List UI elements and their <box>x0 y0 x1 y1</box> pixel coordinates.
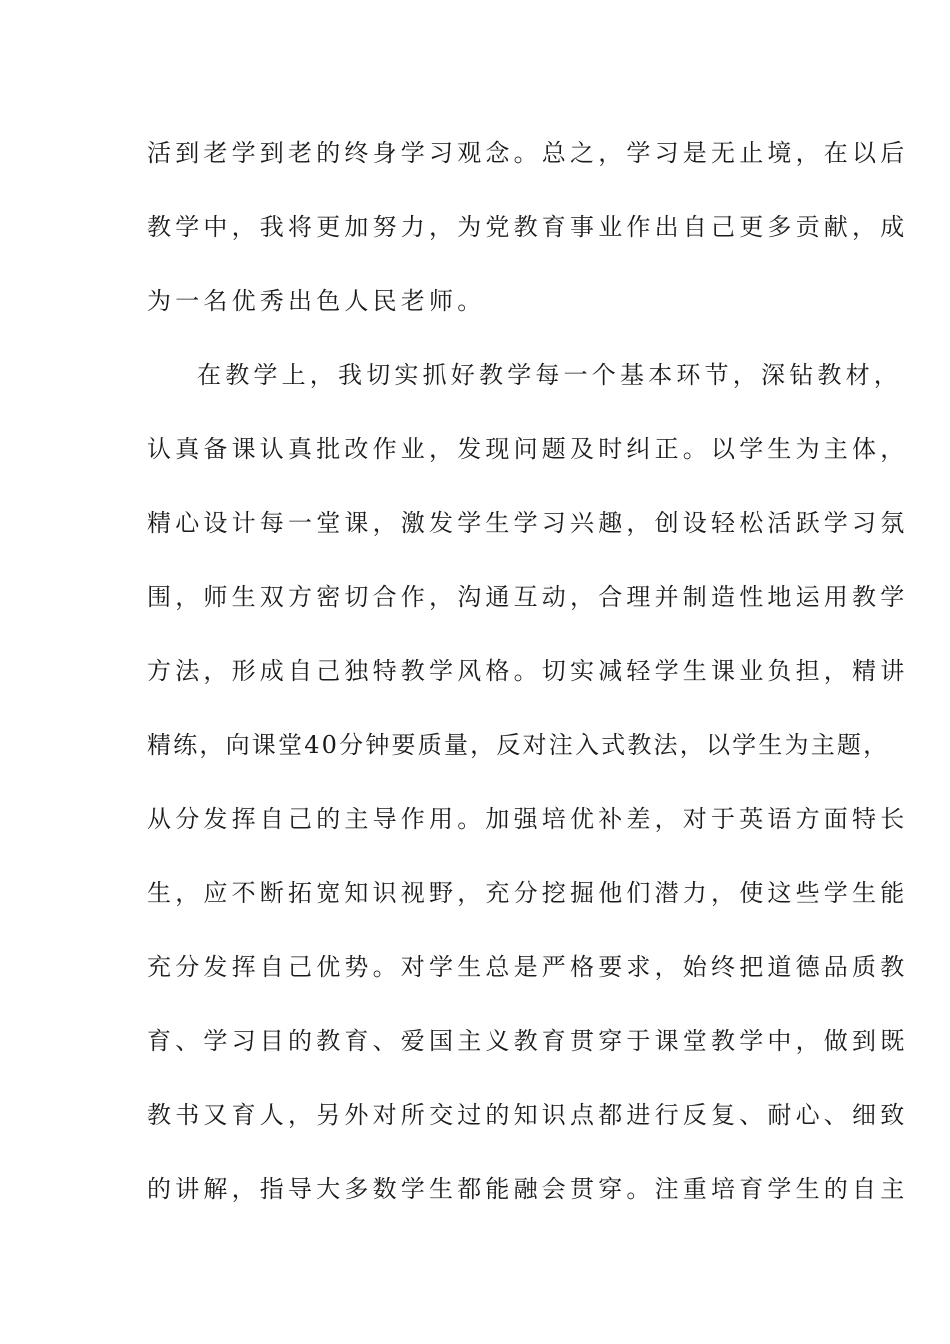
text-line: 在教学上，我切实抓好教学每一个基本环节，深钻教材， <box>197 361 902 389</box>
text-line: 围，师生双方密切合作，沟通互动，合理并制造性地运用教学 <box>147 583 909 611</box>
text-line: 的讲解，指导大多数学生都能融会贯穿。注重培育学生的自主 <box>147 1175 909 1203</box>
text-line: 生，应不断拓宽知识视野，充分挖掘他们潜力，使这些学生能 <box>147 879 909 907</box>
text-line: 活到老学到老的终身学习观念。总之，学习是无止境，在以后 <box>147 139 909 167</box>
text-line: 从分发挥自己的主导作用。加强培优补差，对于英语方面特长 <box>147 805 909 833</box>
text-line: 育、学习目的教育、爱国主义教育贯穿于课堂教学中，做到既 <box>147 1027 909 1055</box>
text-line: 方法，形成自己独特教学风格。切实减轻学生课业负担，精讲 <box>147 657 909 685</box>
text-line: 认真备课认真批改作业，发现问题及时纠正。以学生为主体， <box>147 435 909 463</box>
text-line: 充分发挥自己优势。对学生总是严格要求，始终把道德品质教 <box>147 953 909 981</box>
text-line: 教书又育人，另外对所交过的知识点都进行反复、耐心、细致 <box>147 1101 909 1129</box>
text-line: 精练，向课堂40分钟要质量，反对注入式教法，以学生为主题， <box>147 731 890 759</box>
text-line: 精心设计每一堂课，激发学生学习兴趣，创设轻松活跃学习氛 <box>147 509 909 537</box>
text-line: 为一名优秀出色人民老师。 <box>147 287 486 315</box>
text-line: 教学中，我将更加努力，为党教育事业作出自己更多贡献，成 <box>147 213 909 241</box>
